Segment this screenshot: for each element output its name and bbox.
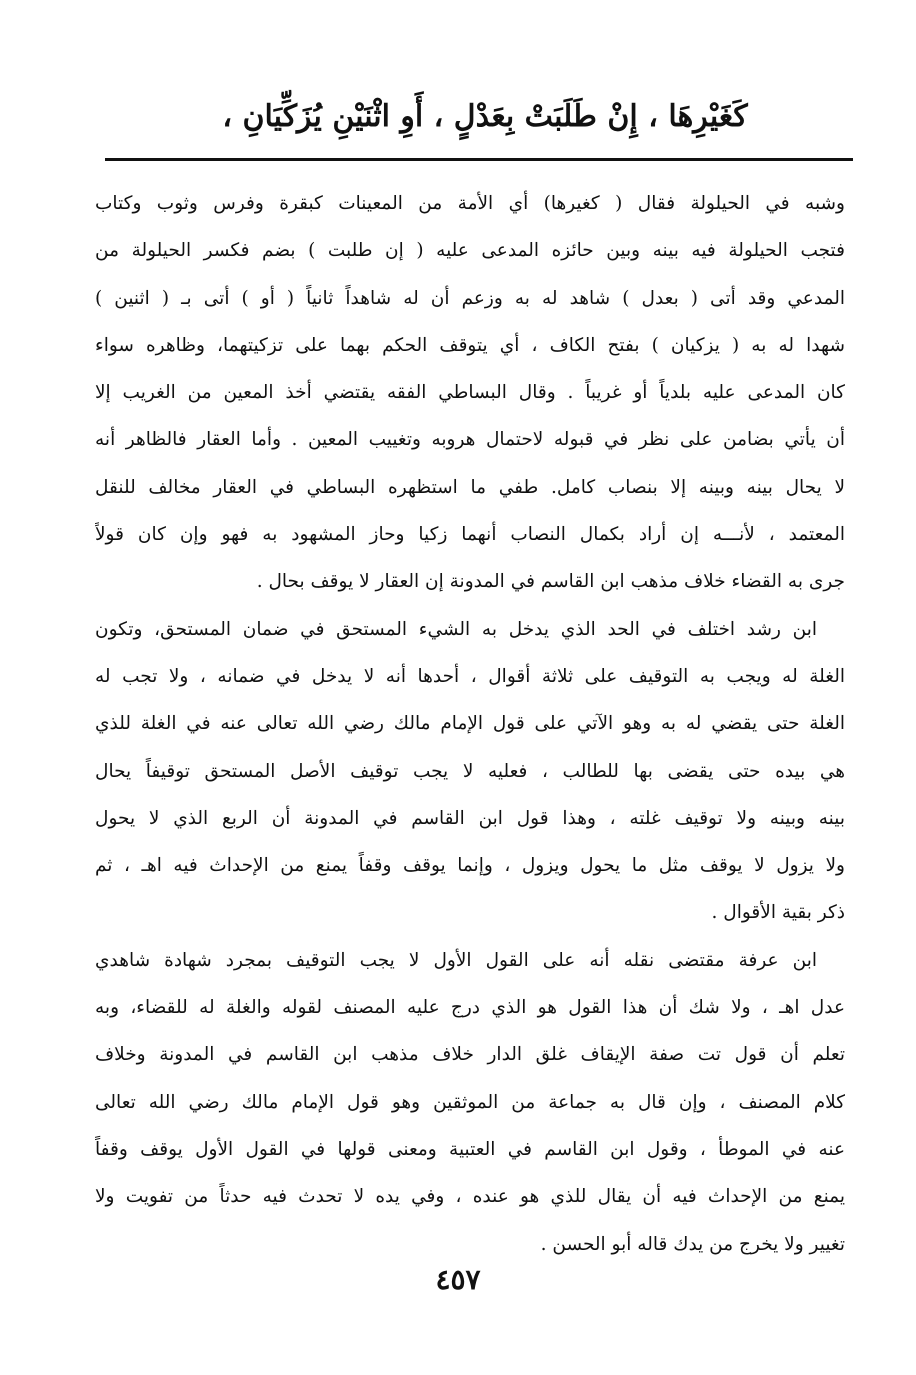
text-line: بينه وبينه ولا توقيف غلته ، وهذا قول ابن القاسم في المدونة أن الربع الذي لا يحول bbox=[95, 807, 845, 829]
text-line: ابن رشد اختلف في الحد الذي يدخل به الشيء المستحق في ضمان المستحق، وتكون bbox=[95, 618, 817, 640]
text-line: تعلم أن قول تت صفة الإيقاف غلق الدار خلاف مذهب ابن القاسم في المدونة وخلاف bbox=[95, 1044, 845, 1066]
text-line: المعتمد ، لأنـــه إن أراد بكمال النصاب أنهما زكيا وحاز المشهود به فهو وإن كان قولاً bbox=[95, 524, 845, 546]
text-line: ابن عرفة مقتضى نقله أنه على القول الأول لا يجب التوقيف بمجرد شهادة شاهدي bbox=[95, 949, 817, 971]
header-divider bbox=[105, 158, 853, 161]
text-line: هي بيده حتى يقضى بها للطالب ، فعليه لا يجب توقيف الأصل المستحق توقيفاً يحال bbox=[95, 760, 845, 782]
text-line: عنه في الموطأ ، وقول ابن القاسم في العتبية ومعنى قولها في القول الأول يوقف وقفاً bbox=[95, 1138, 845, 1160]
text-line: المدعي وقد أتى ( بعدل ) شاهد له به وزعم أن له شاهداً ثانياً ( أو ) أتى بـ ( اثنين ) bbox=[95, 287, 845, 309]
commentary-body bbox=[95, 180, 845, 1268]
text-line: لا يحال بينه وبينه إلا بنصاب كامل. طفي ما استظهره البساطي في العقار مخالف للنقل bbox=[95, 476, 845, 498]
text-line: كان المدعى عليه بلدياً أو غريباً . وقال البساطي الفقه يقتضي أخذ المعين من الغريب إلا bbox=[95, 382, 845, 404]
text-line: ولا يزول لا يوقف مثل ما يحول ويزول ، وإنما يوقف وقفاً يمنع من الإحداث فيه اهـ ، ثم bbox=[95, 855, 845, 877]
text-line: تغيير ولا يخرج من يدك قاله أبو الحسن . bbox=[540, 1233, 845, 1255]
text-line: الغلة له ويجب به التوقيف على ثلاثة أقوال ، أحدها أنه لا يدخل في ضمانه ، ولا تجب له bbox=[95, 665, 845, 687]
text-line: فتجب الحيلولة فيه بينه وبين حائزه المدعى عليه ( إن طلبت ) بضم فكسر الحيلولة من bbox=[95, 240, 845, 262]
page-number: ٤٥٧ bbox=[435, 1263, 481, 1296]
text-line: يمنع من الإحداث فيه أن يقال للذي هو عنده ، وفي يده لا تحدث فيه حدثاً من تفويت ولا bbox=[95, 1186, 845, 1208]
text-line: عدل اهـ ، ولا شك أن هذا القول هو الذي درج عليه المصنف لقوله والغلة له للقضاء، وبه bbox=[95, 997, 845, 1019]
text-line: وشبه في الحيلولة فقال ( كغيرها) أي الأمة من المعينات كبقرة وفرس وثوب وكتاب bbox=[95, 193, 845, 214]
text-line: ذكر بقية الأقوال . bbox=[711, 902, 845, 924]
text-line: أن يأتي بضامن على نظر في قبوله لاحتمال هروبه وتغييب المعين . وأما العقار فالظاهر أنه bbox=[95, 429, 845, 451]
text-line: جرى به القضاء خلاف مذهب ابن القاسم في المدونة إن العقار لا يوقف بحال . bbox=[256, 571, 845, 593]
text-line: شهدا له به ( يزكيان ) بفتح الكاف ، أي يتوقف الحكم بهما على تزكيتهما، وظاهره سواء bbox=[95, 334, 845, 356]
verse-heading: كَغَيْرِهَا ، إِنْ طَلَبَتْ بِعَدْلٍ ، أَوِ اثْنَيْنِ يُزَكِّيَانِ ، bbox=[222, 99, 748, 134]
text-line: كلام المصنف ، وإن قال به جماعة من الموثقين وهو قول الإمام مالك رضي الله تعالى bbox=[95, 1091, 845, 1113]
text-line: الغلة حتى يقضي له به وهو الآتي على قول الإمام مالك رضي الله تعالى عنه في الغلة للذي bbox=[95, 713, 845, 735]
